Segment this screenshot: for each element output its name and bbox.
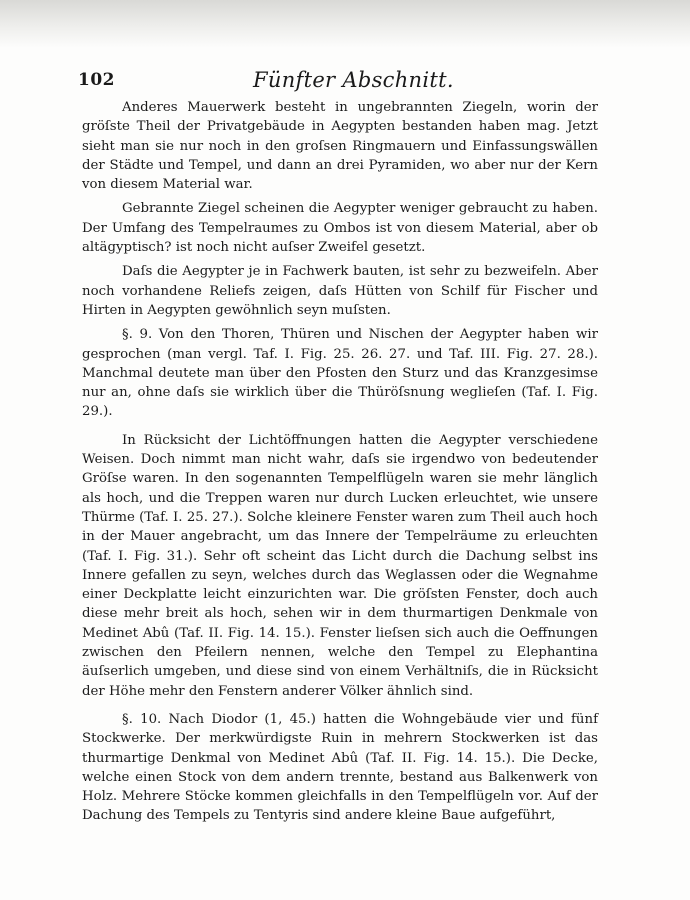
paragraph-fachwerk: Daſs die Aegypter je in Fachwerk bauten, ist sehr zu bezweifeln. Aber noch vorhandene Reliefs zeigen, daſs Hütten von Schilf für Fischer und Hirten in Aegypten gewöhnlich seyn muſsten.: [82, 264, 598, 318]
paragraph-section-9: §. 9. Von den Thoren, Thüren und Nischen der Aegypter haben wir gesprochen (man vergl. Taf. I. Fig. 25. 26. 27. und Taf. III. Fig. 27. 28.). Manchmal deutete man über den Pfosten den Sturz und das Kranzgesimse nur an, ohne daſs sie wirklich über die Thüröſsnung weglieſen (Taf. I. Fig. 29.).: [82, 327, 598, 420]
scan-edge-shadow: [0, 0, 690, 48]
body-text: [82, 98, 598, 826]
page-header: [78, 70, 598, 94]
paragraph-section-10: §. 10. Nach Diodor (1, 45.) hatten die Wohngebäude vier und fünf Stockwerke. Der merkwürdigste Ruin in mehrern Stockwerken ist das thurmartige Denkmal von Medinet Abû (Taf. II. Fig. 14. 15.). Die Decke, welche einen Stock von dem andern trennte, bestand aus Balkenwerk von Holz. Mehrere Stöcke kommen gleichfalls in den Tempelflügeln vor. Auf der Dachung des Tempels zu Tentyris sind andere kleine Baue aufgeführt,: [82, 711, 598, 824]
paragraph-lichtoeffnungen: In Rücksicht der Lichtöffnungen hatten die Aegypter verschiedene Weisen. Doch nimmt man nicht wahr, daſs sie irgendwo von bedeutender Gröſse waren. In den sogenannten Tempelflügeln waren sie mehr länglich als hoch, und die Treppen waren nur durch Lucken erleuchtet, wie unsere Thürme (Taf. I. 25. 27.). Solche kleinere Fenster waren zum Theil auch hoch in der Mauer angebracht, um das Innere der Tempelräume zu erleuchten (Taf. I. Fig. 31.). Sehr oft scheint das Licht durch die Dachung selbst ins Innere gefallen zu seyn, welches durch das Weglassen oder die Wegnahme einer Deckplatte leicht einzurichten war. Die gröſsten Fenster, doch auch diese mehr breit als hoch, sehen wir in dem thurmartigen Denkmale von Medinet Abû (Taf. II. Fig. 14. 15.). Fenster lieſsen sich auch die Oeffnungen zwischen den Pfeilern nennen, welche den Tempel zu Elephantina äuſserlich umgeben, und diese sind von einem Verhältniſs, die in Rücksicht der Höhe mehr den Fenstern anderer Völker ähnlich sind.: [82, 432, 598, 699]
running-title: Fünfter Abschnitt.: [253, 68, 454, 92]
page-number: 102: [78, 70, 115, 90]
paragraph-ziegel: Gebrannte Ziegel scheinen die Aegypter weniger gebraucht zu haben. Der Umfang des Tempelraumes zu Ombos ist von diesem Material, aber ob altägyptisch? ist noch nicht auſser Zweifel gesetzt.: [82, 201, 598, 256]
paragraph-mauerwerk: Anderes Mauerwerk besteht in ungebrannten Ziegeln, worin der gröſste Theil der Privatgebäude in Aegypten bestanden haben mag. Jetzt sieht man sie nur noch in den groſsen Ringmauern und Einfassungswällen der Städte und Tempel, und dann an drei Pyramiden, wo aber nur der Kern von diesem Material war.: [82, 100, 598, 193]
